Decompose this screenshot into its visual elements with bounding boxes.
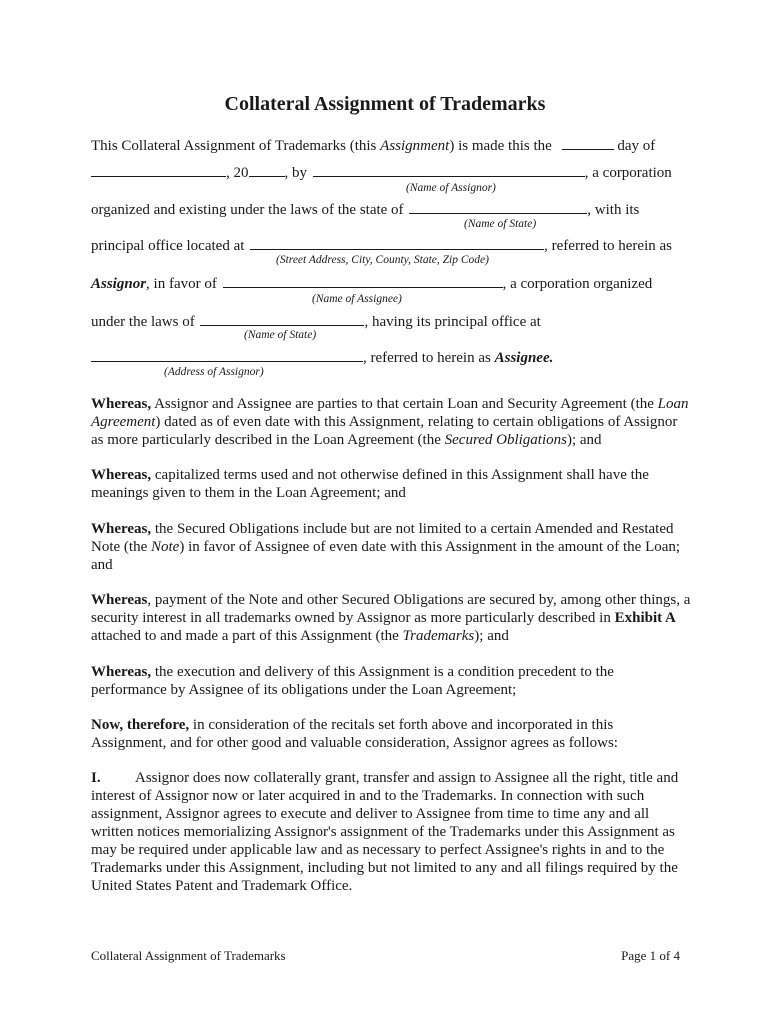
- assignor-address-blank[interactable]: [91, 347, 363, 362]
- term-assignor: Assignor: [91, 276, 147, 292]
- now-therefore-label: Now, therefore,: [91, 717, 190, 733]
- term-secured-obligations: Secured Obligations: [444, 432, 567, 448]
- month-blank[interactable]: [91, 162, 226, 177]
- intro-text: , referred to herein as: [544, 238, 673, 254]
- paragraph-text: , payment of the Note and other Secured Obligations are secured by, among other things, a security interest in all trademarks owned by Assignor as more particularly described in: [91, 592, 691, 626]
- paragraph-whereas-3: [91, 520, 691, 574]
- whereas-label: Whereas,: [91, 521, 152, 537]
- intro-text: , by: [284, 165, 307, 181]
- paragraph-text: ); and: [566, 432, 602, 448]
- paragraph-text: the Secured Obligations include but are not limited to a certain Amended and Restated Note (the: [91, 521, 674, 555]
- caption-name-of-assignor: (Name of Assignor): [406, 182, 496, 194]
- state-blank[interactable]: [409, 199, 587, 214]
- intro-text: ) is made this the: [449, 138, 552, 154]
- term-note: Note: [150, 539, 180, 555]
- whereas-label: Whereas: [91, 592, 148, 608]
- intro-text: day of: [617, 138, 656, 154]
- intro-line-3: [91, 199, 639, 219]
- term-exhibit-a: Exhibit A: [614, 610, 676, 626]
- day-blank[interactable]: [562, 135, 614, 150]
- intro-text: principal office located at: [91, 238, 245, 254]
- intro-text: , 20: [226, 165, 249, 181]
- paragraph-text: attached to and made a part of this Assignment (the: [91, 628, 403, 644]
- section-number: I.: [91, 770, 101, 786]
- paragraph-text: Assignor and Assignee are parties to that certain Loan and Security Agreement (the: [151, 396, 658, 412]
- intro-line-1: [91, 135, 655, 155]
- intro-text: under the laws of: [91, 314, 195, 330]
- paragraph-whereas-4: [91, 591, 691, 645]
- paragraph-section-1: [91, 769, 691, 895]
- intro-text: , a corporation organized: [502, 276, 653, 292]
- paragraph-text: ) in favor of Assignee of even date with this Assignment in the amount of the Loan; and: [91, 539, 681, 573]
- year-blank[interactable]: [249, 162, 285, 177]
- whereas-label: Whereas,: [91, 396, 152, 412]
- footer-page-number: Page 1 of 4: [621, 948, 680, 963]
- paragraph-text: the execution and delivery of this Assignment is a condition precedent to the performance by Assignee of its obligations under the Loan Agreement;: [91, 664, 614, 698]
- paragraph-text: ) dated as of even date with this Assignment, relating to certain obligations of Assignor as more particularly described in the Loan Agreement (the: [91, 414, 678, 448]
- paragraph-whereas-5: [91, 663, 691, 699]
- intro-text: , referred to herein as: [363, 350, 495, 366]
- caption-name-of-assignee: (Name of Assignee): [312, 293, 402, 305]
- footer-document-title: Collateral Assignment of Trademarks: [91, 948, 286, 963]
- assignor-name-blank[interactable]: [313, 162, 585, 177]
- paragraph-text: ); and: [474, 628, 509, 644]
- paragraph-now-therefore: [91, 716, 691, 752]
- assignee-state-blank[interactable]: [200, 311, 364, 326]
- caption-name-of-state-2: (Name of State): [244, 329, 317, 341]
- intro-text: , with its: [587, 202, 640, 218]
- intro-text: , a corporation: [584, 165, 672, 181]
- caption-street-address: (Street Address, City, County, State, Zip Code): [276, 254, 489, 266]
- intro-line-2: [91, 162, 672, 182]
- assignee-name-blank[interactable]: [223, 273, 503, 288]
- term-assignment: Assignment: [380, 138, 450, 154]
- intro-text: organized and existing under the laws of the state of: [91, 202, 404, 218]
- paragraph-whereas-2: [91, 466, 691, 502]
- term-loan-agreement: Loan Agreement: [91, 396, 689, 430]
- term-trademarks: Trademarks: [402, 628, 475, 644]
- caption-address-of-assignor: (Address of Assignor): [164, 366, 264, 378]
- caption-name-of-state: (Name of State): [464, 218, 537, 230]
- intro-text: This Collateral Assignment of Trademarks (this: [91, 138, 381, 154]
- intro-line-7: [91, 347, 553, 367]
- intro-line-5: [91, 273, 652, 293]
- principal-office-blank[interactable]: [250, 235, 544, 250]
- intro-text: , having its principal office at: [364, 314, 541, 330]
- document-title: Collateral Assignment of Trademarks: [224, 93, 546, 115]
- paragraph-text: Assignor does now collaterally grant, transfer and assign to Assignee all the right, title and interest of Assignor now or later acquired in and to the Trademarks. In connection with such assignment, Assignor agrees to execute and deliver to Assignee from time to time any and all written notices memorializing Assignor's assignment of the Trademarks under this Assignment as may be required under applicable law and as necessary to perfect Assignee's rights in and to the Trademarks under this Assignment, including but not limited to any and all filings required by the United States Patent and Trademark Office.: [91, 770, 679, 894]
- paragraph-whereas-1: [91, 395, 691, 449]
- intro-text: , in favor of: [146, 276, 217, 292]
- term-assignee: Assignee.: [494, 350, 554, 366]
- paragraph-text: capitalized terms used and not otherwise defined in this Assignment shall have the meanings given to them in the Loan Agreement; and: [91, 467, 649, 501]
- intro-line-4: [91, 235, 672, 255]
- whereas-label: Whereas,: [91, 467, 152, 483]
- whereas-label: Whereas,: [91, 664, 152, 680]
- paragraph-text: in consideration of the recitals set forth above and incorporated in this Assignment, and for other good and valuable consideration, Assignor agrees as follows:: [91, 717, 618, 751]
